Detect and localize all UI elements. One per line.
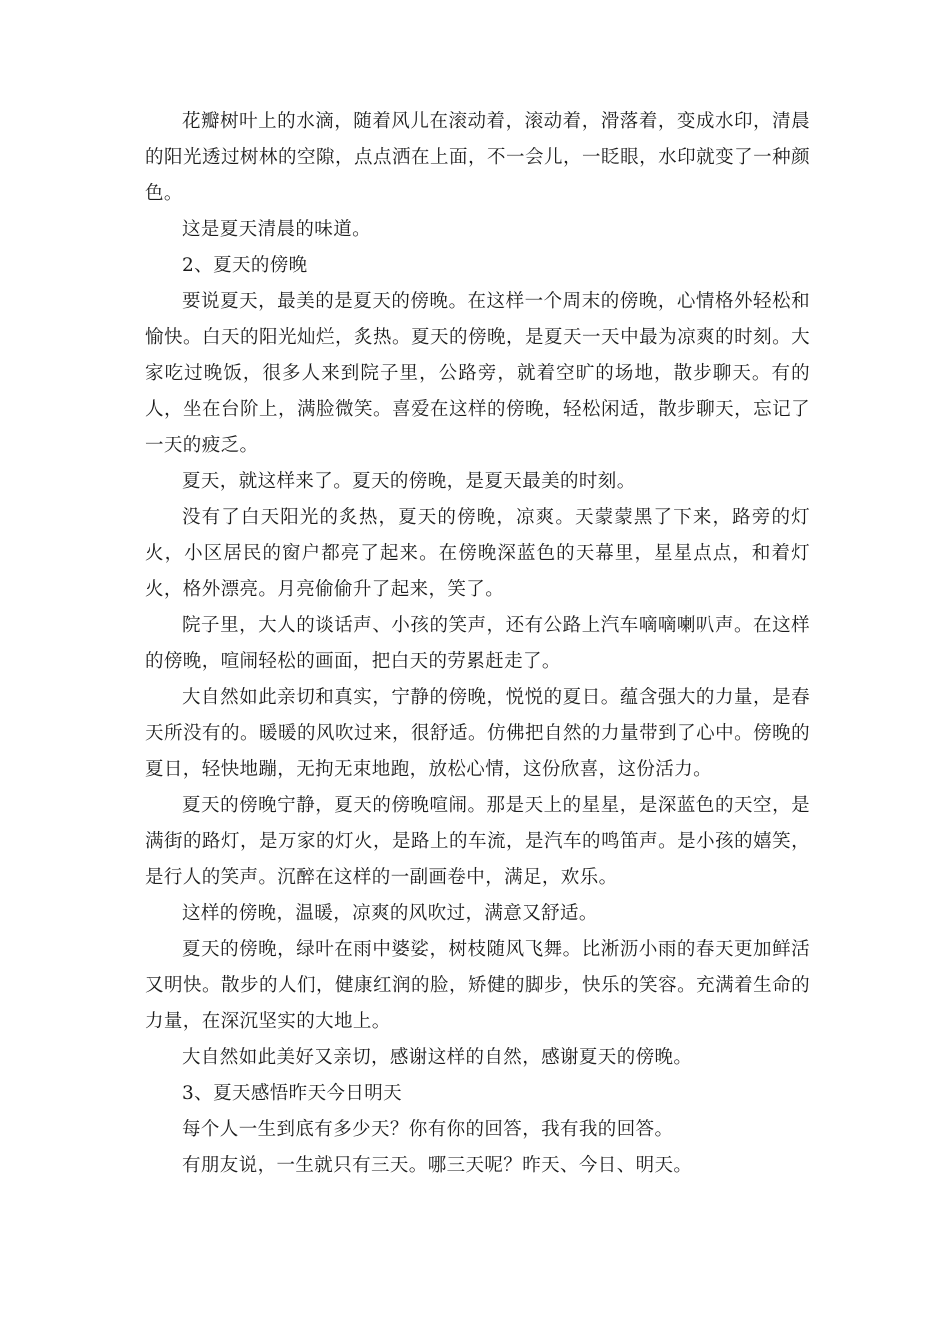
paragraph: 院子里，大人的谈话声、小孩的笑声，还有公路上汽车嘀嘀喇叭声。在这样的傍晚，喧闹轻松的画面，把白天的劳累赶走了。 [145, 615, 810, 672]
paragraph: 要说夏天，最美的是夏天的傍晚。在这样一个周末的傍晚，心情格外轻松和愉快。白天的阳光灿烂，炙热。夏天的傍晚，是夏天一天中最为凉爽的时刻。大家吃过晚饭，很多人来到院子里，公路旁，就着空旷的场地，散步聊天。有的人，坐在台阶上，满脸微笑。喜爱在这样的傍晚，轻松闲适，散步聊天，忘记了一天的疲乏。 [145, 291, 810, 456]
paragraph: 夏天，就这样来了。夏天的傍晚，是夏天最美的时刻。 [182, 471, 636, 492]
paragraph: 有朋友说，一生就只有三天。哪三天呢？昨天、今日、明天。 [182, 1155, 693, 1176]
paragraph: 大自然如此亲切和真实，宁静的傍晚，悦悦的夏日。蕴含强大的力量，是春天所没有的。暖暖的风吹过来，很舒适。仿佛把自然的力量带到了心中。傍晚的夏日，轻快地蹦，无拘无束地跑，放松心情，这份欣喜，这份活力。 [145, 687, 810, 780]
paragraph: 大自然如此美好又亲切，感谢这样的自然，感谢夏天的傍晚。 [182, 1047, 693, 1068]
section-heading: 3、夏天感悟昨天今日明天 [182, 1083, 403, 1104]
paragraph: 每个人一生到底有多少天？你有你的回答，我有我的回答。 [182, 1119, 674, 1140]
section-heading: 2、夏天的傍晚 [182, 255, 308, 276]
paragraph: 夏天的傍晚，绿叶在雨中婆娑，树枝随风飞舞。比淅沥小雨的春天更加鲜活又明快。散步的人们，健康红润的脸，矫健的脚步，快乐的笑容。充满着生命的力量，在深沉坚实的大地上。 [145, 939, 810, 1032]
document-body [145, 104, 810, 1184]
paragraph: 没有了白天阳光的炙热，夏天的傍晚，凉爽。天蒙蒙黑了下来，路旁的灯火，小区居民的窗户都亮了起来。在傍晚深蓝色的天幕里，星星点点，和着灯火，格外漂亮。月亮偷偷升了起来，笑了。 [145, 507, 810, 600]
paragraph: 花瓣树叶上的水滴，随着风儿在滚动着，滚动着，滑落着，变成水印，清晨的阳光透过树林的空隙，点点洒在上面，不一会儿，一眨眼，水印就变了一种颜色。 [145, 111, 810, 204]
paragraph: 这样的傍晚，温暖，凉爽的风吹过，满意又舒适。 [182, 903, 598, 924]
paragraph: 这是夏天清晨的味道。 [182, 219, 372, 240]
paragraph: 夏天的傍晚宁静，夏天的傍晚喧闹。那是天上的星星，是深蓝色的天空，是满街的路灯，是万家的灯火，是路上的车流，是汽车的鸣笛声。是小孩的嬉笑，是行人的笑声。沉醉在这样的一副画卷中，满足，欢乐。 [145, 795, 810, 888]
